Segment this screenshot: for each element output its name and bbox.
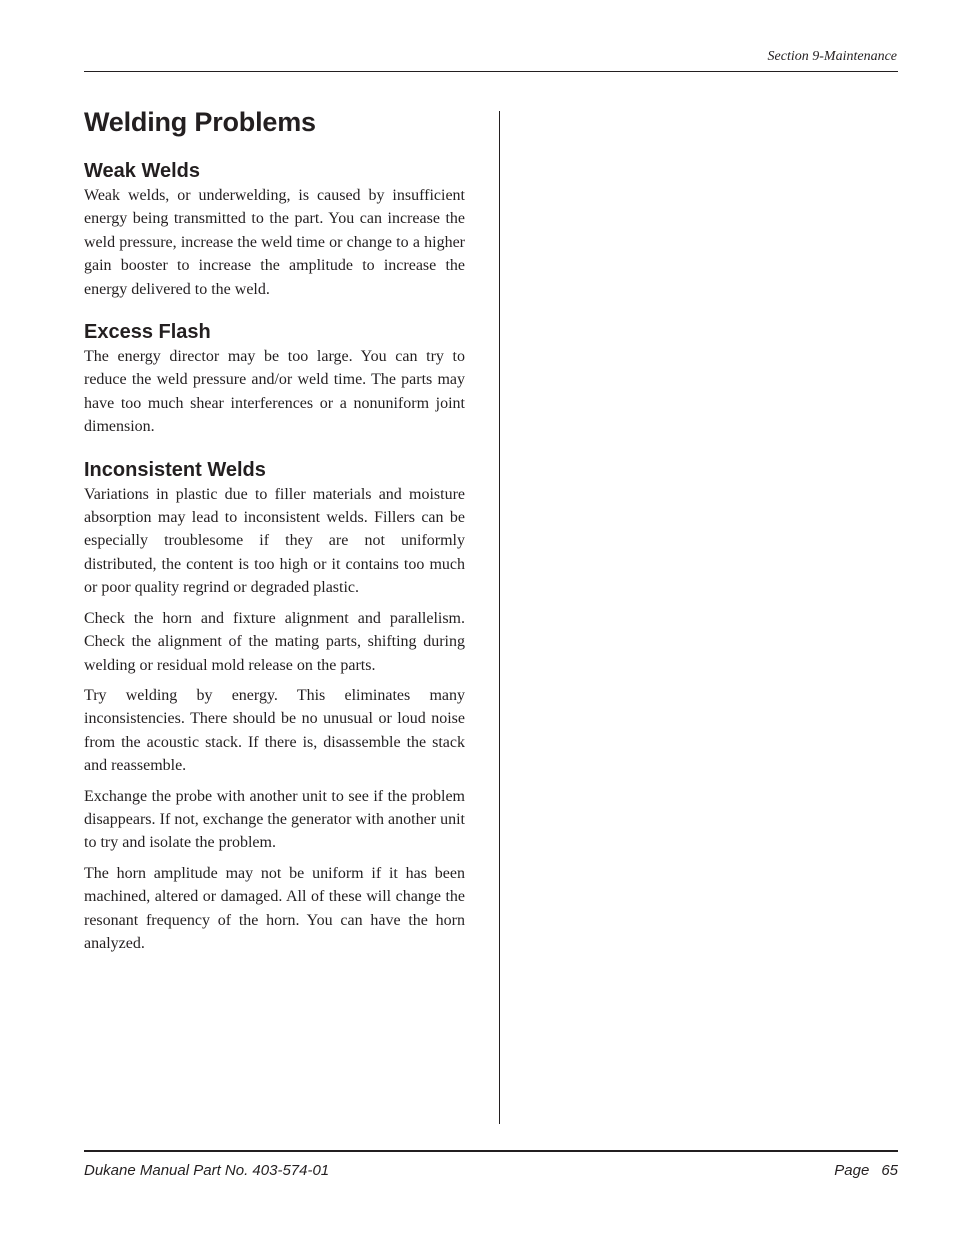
- page-title: Welding Problems: [84, 107, 316, 137]
- paragraph: Exchange the probe with another unit to see if the problem disappears. If not, exchange the generator with another unit to try and isolate the problem.: [84, 787, 465, 852]
- page-number: 65: [881, 1162, 898, 1179]
- page-label: Page: [834, 1162, 870, 1179]
- section-heading: Excess Flash: [84, 321, 211, 344]
- footer-rule: [84, 1150, 898, 1152]
- section-weak-welds: [84, 159, 465, 301]
- paragraph: The energy director may be too large. You can try to reduce the weld pressure and/or weld time. The parts may have too much shear interferences or a nonuniform joint dimension.: [84, 348, 465, 436]
- section-excess-flash: [84, 320, 465, 439]
- paragraph: The horn amplitude may not be uniform if it has been machined, altered or damaged. All of these will change the resonant frequency of the horn. You can have the horn analyzed.: [84, 864, 465, 952]
- footer-page: [834, 1162, 898, 1179]
- column-divider: [499, 111, 500, 1124]
- header-rule: [84, 71, 898, 72]
- section-heading: Inconsistent Welds: [84, 458, 266, 481]
- section-header: Section 9-Maintenance: [767, 49, 897, 64]
- paragraph: Variations in plastic due to filler materials and moisture absorption may lead to inconsistent welds. Fillers can be especially troublesome if they are not uniformly distributed, the content is too high or it contains too much or poor quality regrind or degraded plastic.: [84, 485, 465, 597]
- paragraph: Try welding by energy. This eliminates many inconsistencies. There should be no unusual or loud noise from the acoustic stack. If there is, disassemble the stack and reassemble.: [84, 686, 465, 775]
- paragraph: Check the horn and fixture alignment and parallelism. Check the alignment of the mating parts, shifting during welding or residual mold release on the parts.: [84, 609, 465, 674]
- section-heading: Weak Welds: [84, 160, 200, 182]
- section-inconsistent-welds: [84, 458, 465, 956]
- main-content: [84, 104, 465, 974]
- footer-manual-part-number: Dukane Manual Part No. 403-574-01: [84, 1162, 330, 1179]
- paragraph: Weak welds, or underwelding, is caused by insufficient energy being transmitted to the part. You can increase the weld pressure, increase the weld time or change to a higher gain booster to increase the amplitude to increase the energy delivered to the weld.: [84, 187, 465, 298]
